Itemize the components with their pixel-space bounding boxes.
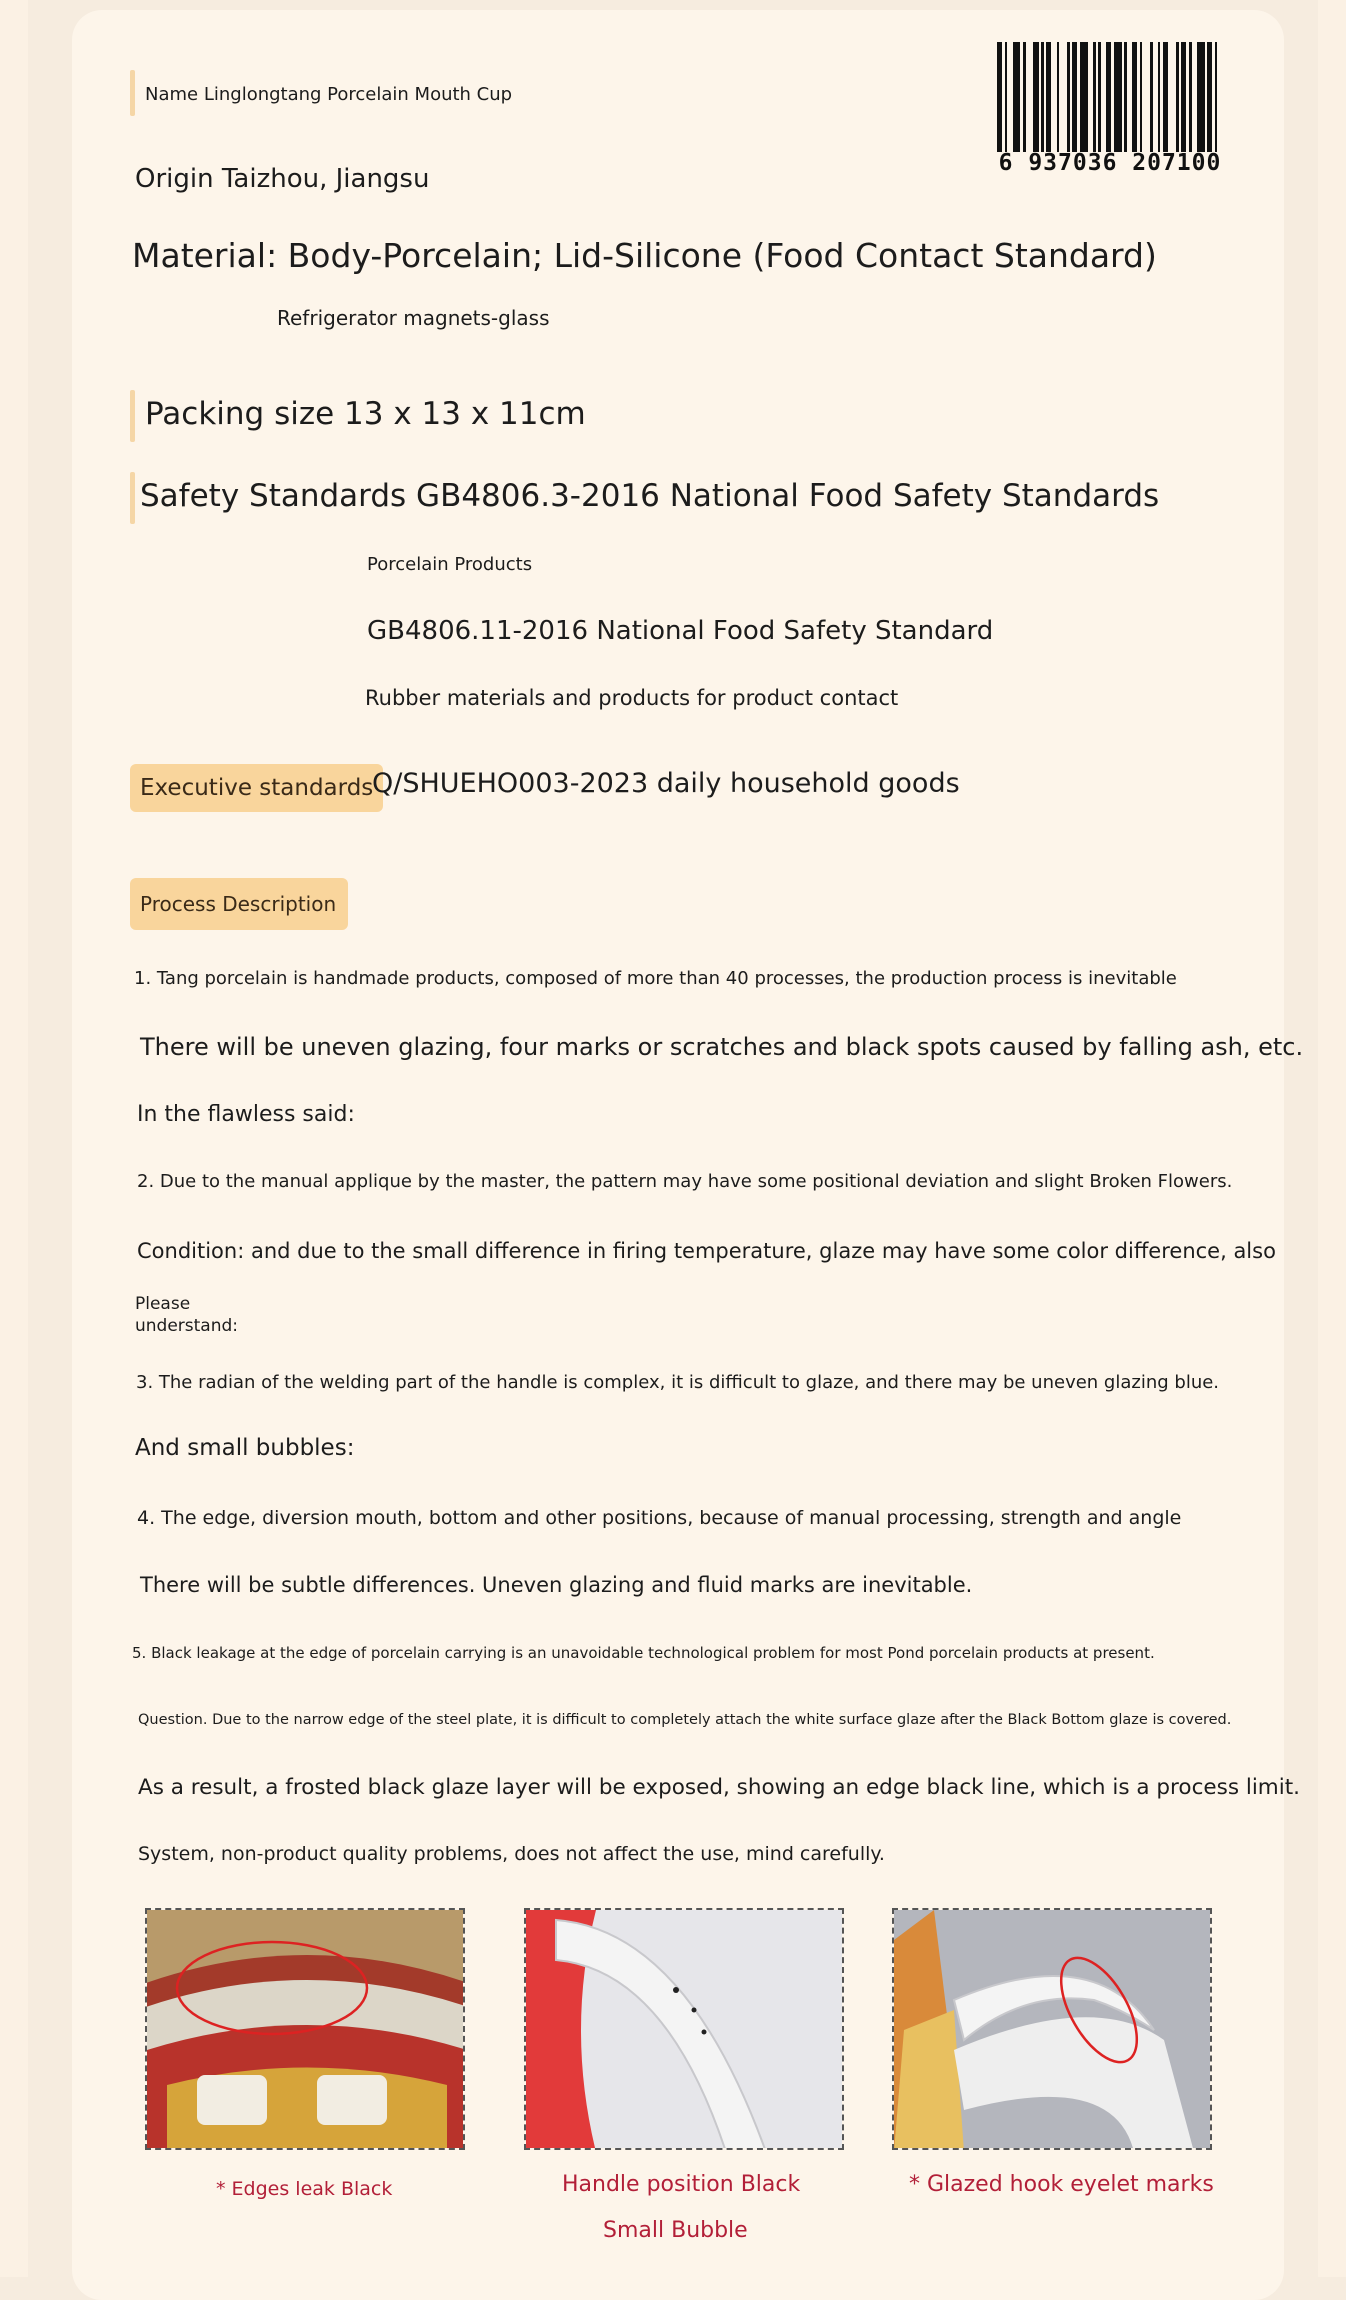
packing-line: Packing size 13 x 13 x 11cm xyxy=(145,396,586,432)
barcode-bars xyxy=(997,42,1223,160)
packing-marker xyxy=(130,390,135,442)
process-line-9: And small bubbles: xyxy=(135,1435,355,1461)
material-note: Refrigerator magnets-glass xyxy=(277,306,550,330)
safety-note-rubber: Rubber materials and products for product contact xyxy=(365,686,899,710)
photo-edge-black-leak xyxy=(145,1908,465,2150)
edge-photo-illustration xyxy=(147,1910,465,2150)
process-line-12: 5. Black leakage at the edge of porcelain carrying is an unavoidable technological problem for most Pond porcelain products at present. xyxy=(132,1644,1155,1662)
handle-photo-illustration xyxy=(526,1910,844,2150)
safety-marker xyxy=(130,472,135,524)
process-line-10: 4. The edge, diversion mouth, bottom and other positions, because of manual processing, strength and angle xyxy=(137,1507,1182,1529)
process-line-3: In the flawless said: xyxy=(137,1102,355,1127)
barcode-number: 6 937036 207100 xyxy=(998,150,1222,176)
process-line-7: understand: xyxy=(135,1316,239,1336)
process-line-5: Condition: and due to the small difference in firing temperature, glaze may have some color difference, also xyxy=(137,1239,1276,1263)
photo-hook-eyelet xyxy=(892,1908,1212,2150)
product-name: Name Linglongtang Porcelain Mouth Cup xyxy=(145,84,513,105)
photo-caption-2: Handle position Black xyxy=(562,2172,801,2197)
name-marker xyxy=(130,70,135,116)
material-line: Material: Body-Porcelain; Lid-Silicone (Food Contact Standard) xyxy=(132,236,1157,275)
origin-line: Origin Taizhou, Jiangsu xyxy=(135,164,430,194)
process-description-tag xyxy=(130,878,348,930)
process-line-15: System, non-product quality problems, does not affect the use, mind carefully. xyxy=(138,1843,885,1865)
barcode xyxy=(997,42,1223,176)
right-border xyxy=(1318,0,1346,2277)
process-line-4: 2. Due to the manual applique by the master, the pattern may have some positional deviation and slight Broken Flowers. xyxy=(137,1171,1233,1192)
executive-standards-label: Executive standards xyxy=(140,775,374,801)
photo-caption-3: * Glazed hook eyelet marks xyxy=(909,2172,1214,2197)
process-line-8: 3. The radian of the welding part of the handle is complex, it is difficult to glaze, and there may be uneven glazing blue. xyxy=(136,1372,1220,1393)
left-border xyxy=(0,0,28,2277)
hook-photo-illustration xyxy=(894,1910,1212,2150)
process-line-13: Question. Due to the narrow edge of the steel plate, it is difficult to completely attach the white surface glaze after the Black Bottom glaze is covered. xyxy=(138,1712,1232,1728)
process-line-11: There will be subtle differences. Uneven glazing and fluid marks are inevitable. xyxy=(140,1573,973,1597)
safety-note-porcelain: Porcelain Products xyxy=(367,554,533,575)
process-line-2: There will be uneven glazing, four marks or scratches and black spots caused by falling ash, etc. xyxy=(140,1033,1304,1061)
executive-standards-tag xyxy=(130,764,383,812)
process-description-title: Process Description xyxy=(140,892,337,916)
photo-caption-2b: Small Bubble xyxy=(603,2218,748,2243)
process-line-14: As a result, a frosted black glaze layer will be exposed, showing an edge black line, which is a process limit. xyxy=(138,1775,1300,1800)
executive-standards-value: Q/SHUEHO003-2023 daily household goods xyxy=(372,768,960,799)
safety-note-gb4806-11: GB4806.11-2016 National Food Safety Standard xyxy=(367,616,994,646)
safety-line: Safety Standards GB4806.3-2016 National Food Safety Standards xyxy=(140,478,1160,514)
photo-handle-bubble xyxy=(524,1908,844,2150)
process-line-1: 1. Tang porcelain is handmade products, composed of more than 40 processes, the production process is inevitable xyxy=(134,968,1177,989)
process-line-6: Please xyxy=(135,1294,191,1314)
photo-caption-1: * Edges leak Black xyxy=(216,2178,393,2200)
